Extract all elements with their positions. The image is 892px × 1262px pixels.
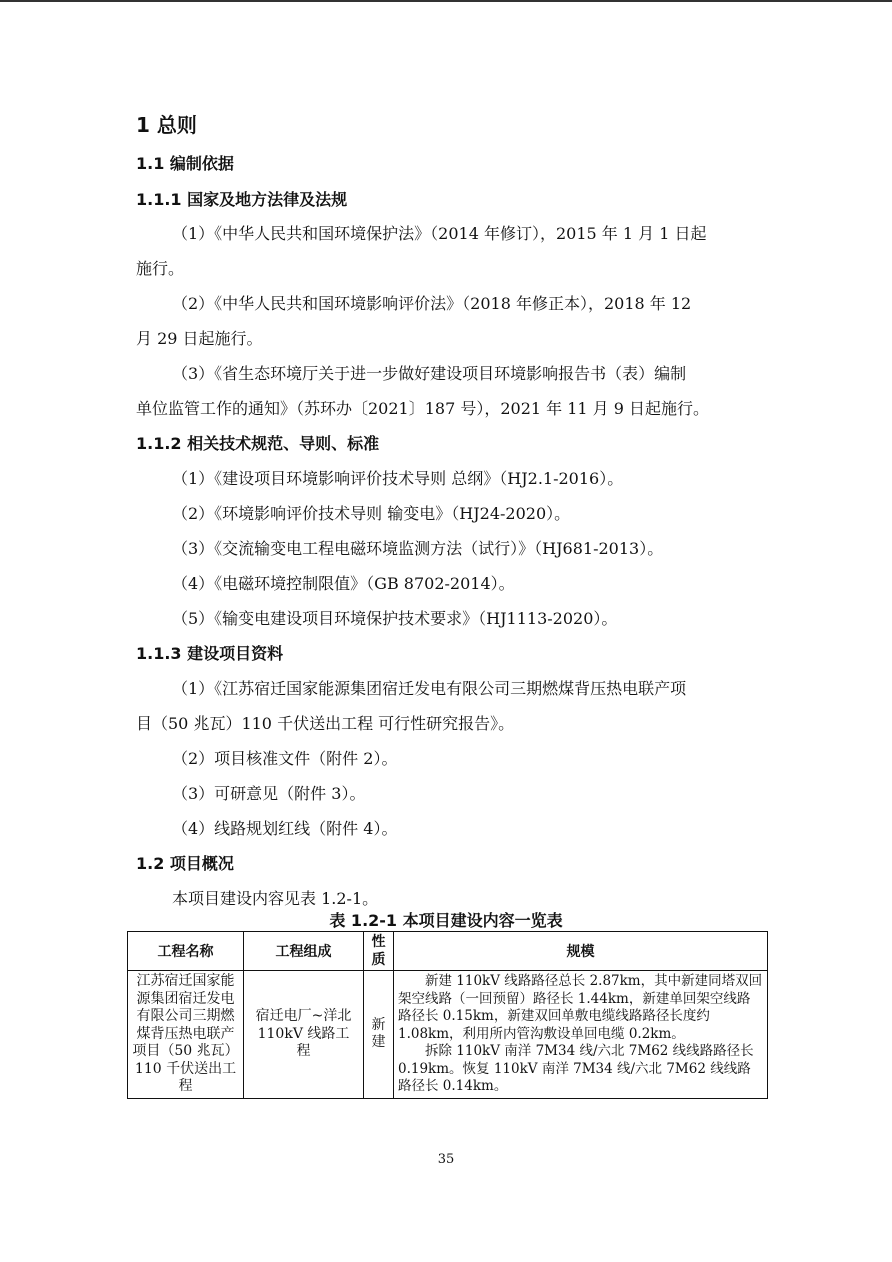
material-item-1-line2: 目（50 兆瓦）110 千伏送出工程 可行性研究报告》。 <box>136 714 515 733</box>
table-caption: 表 1.2-1 本项目建设内容一览表 <box>329 911 563 930</box>
standard-item-5: （5）《输变电建设项目环境保护技术要求》（HJ1113-2020）。 <box>172 609 618 628</box>
standard-item-3: （3）《交流输变电工程电磁环境监测方法（试行）》（HJ681-2013）。 <box>172 539 664 558</box>
section-heading-1-1: 1.1 编制依据 <box>136 154 234 173</box>
page-number: 35 <box>437 1152 455 1167</box>
construction-content-table <box>127 931 768 1099</box>
scale-paragraph-1: 新建 110kV 线路路径总长 2.87km，其中新建同塔双回架空线路（一回预留）路径长 1.44km，新建单回架空线路路径长 0.15km，新建双回单敷电缆线路路径长度约 1.08km，利用所内管沟敷设单回电缆 0.2km。 <box>398 973 763 1042</box>
law-item-2-line1: （2）《中华人民共和国环境影响评价法》（2018 年修正本），2018 年 12 <box>172 294 692 313</box>
section-heading-1-1-3: 1.1.3 建设项目资料 <box>136 644 284 663</box>
table-header-row <box>128 932 768 971</box>
law-item-1-line2: 施行。 <box>136 259 185 278</box>
material-item-3: （3）可研意见（附件 3）。 <box>172 784 366 803</box>
table-row <box>128 971 768 1099</box>
page-top-border <box>0 0 892 2</box>
cell-scale <box>394 971 768 1099</box>
scale-paragraph-2: 拆除 110kV 南洋 7M34 线/六北 7M62 线线路路径长 0.19km。恢复 110kV 南洋 7M34 线/六北 7M62 线线路路径长 0.14km。 <box>398 1043 754 1094</box>
material-item-2: （2）项目核准文件（附件 2）。 <box>172 749 398 768</box>
cell-project-name: 江苏宿迁国家能源集团宿迁发电有限公司三期燃煤背压热电联产项目（50 兆瓦）110 千伏送出工程 <box>128 971 244 1099</box>
law-item-1-line1: （1）《中华人民共和国环境保护法》（2014 年修订），2015 年 1 月 1 日起 <box>172 224 707 243</box>
header-nature: 性质 <box>364 932 394 971</box>
section-heading-1-1-1: 1.1.1 国家及地方法律及法规 <box>136 190 348 209</box>
cell-nature: 新建 <box>364 971 394 1099</box>
header-project-name: 工程名称 <box>128 932 244 971</box>
header-scale: 规模 <box>394 932 768 971</box>
section-heading-1-1-2: 1.1.2 相关技术规范、导则、标准 <box>136 434 380 453</box>
material-item-4: （4）线路规划红线（附件 4）。 <box>172 819 398 838</box>
standard-item-2: （2）《环境影响评价技术导则 输变电》（HJ24-2020）。 <box>172 504 571 523</box>
standard-item-1: （1）《建设项目环境影响评价技术导则 总纲》（HJ2.1-2016）。 <box>172 469 624 488</box>
section-heading-1-2: 1.2 项目概况 <box>136 854 234 873</box>
law-item-3-line1: （3）《省生态环境厅关于进一步做好建设项目环境影响报告书（表）编制 <box>172 364 687 383</box>
standard-item-4: （4）《电磁环境控制限值》（GB 8702-2014）。 <box>172 574 515 593</box>
cell-composition: 宿迁电厂~洋北 110kV 线路工程 <box>244 971 364 1099</box>
material-item-1-line1: （1）《江苏宿迁国家能源集团宿迁发电有限公司三期燃煤背压热电联产项 <box>172 679 687 698</box>
header-composition: 工程组成 <box>244 932 364 971</box>
law-item-2-line2: 月 29 日起施行。 <box>136 329 263 348</box>
chapter-heading: 1 总则 <box>136 113 197 137</box>
law-item-3-line2: 单位监管工作的通知》（苏环办〔2021〕187 号），2021 年 11 月 9 日起施行。 <box>136 399 710 418</box>
overview-text: 本项目建设内容见表 1.2-1。 <box>172 889 379 908</box>
